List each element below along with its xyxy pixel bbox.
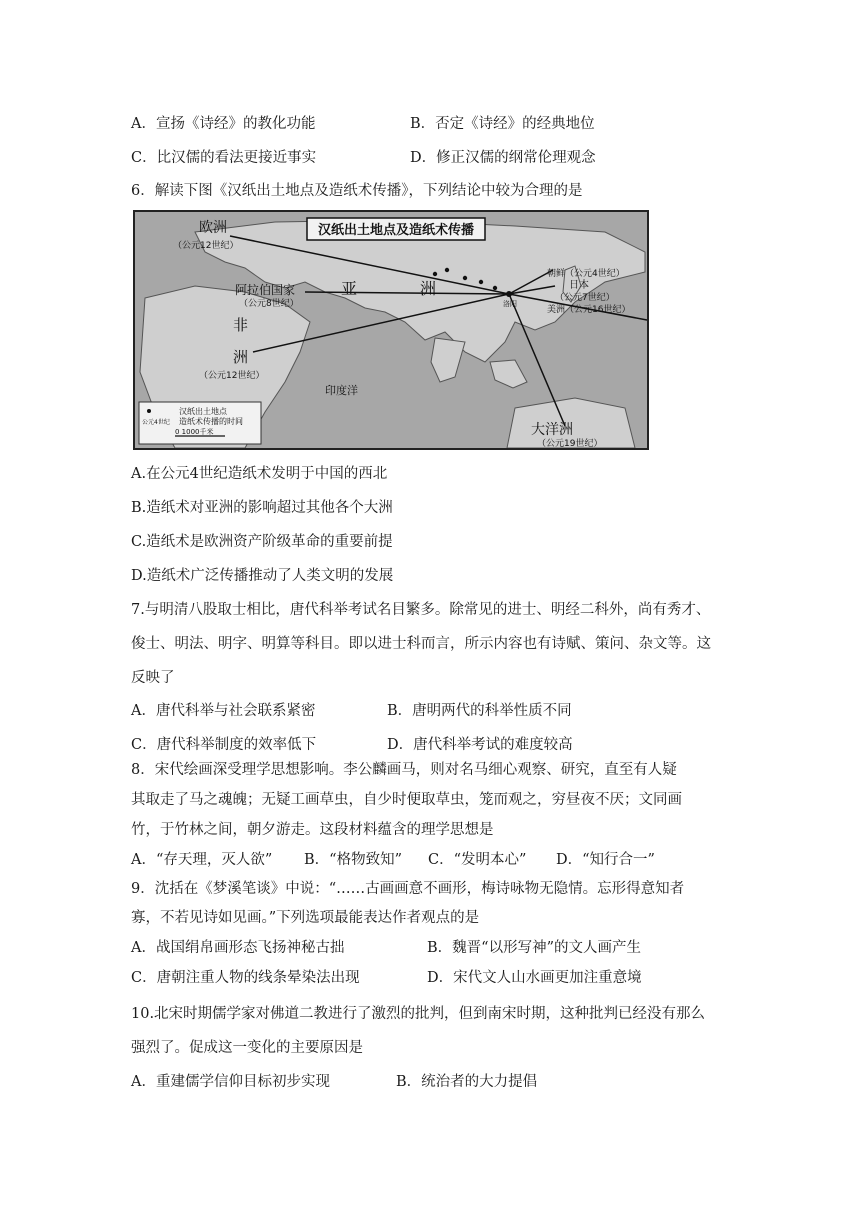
q8-option-b: B．“格物致知”: [304, 852, 402, 868]
asia-label-2: 洲: [420, 279, 437, 298]
oceania-label: 大洋洲: [531, 422, 573, 438]
q6-option-b: B.造纸术对亚洲的影响超过其他各个大洲: [131, 500, 393, 516]
q8-option-d: D．“知行合一”: [556, 852, 655, 868]
q5-option-a: A．宣扬《诗经》的教化功能: [131, 116, 316, 132]
korea-label: 朝鲜（公元4世纪）: [547, 269, 625, 279]
q10-line-1: 10.北宋时期儒学家对佛道二教进行了激烈的批判，但到南宋时期，这种批判已经没有那么: [131, 1006, 706, 1022]
q10-line-2: 强烈了。促成这一变化的主要原因是: [131, 1040, 363, 1056]
q6-stem: 6．解读下图《汉纸出土地点及造纸术传播》，下列结论中较为合理的是: [131, 183, 583, 199]
find-site-dot: [479, 280, 483, 284]
q7-option-c: C．唐代科举制度的效率低下: [131, 737, 317, 753]
q7-line-3: 反映了: [131, 670, 175, 686]
q9-option-d: D．宋代文人山水画更加注重意境: [427, 970, 642, 986]
map-title: 汉纸出土地点及造纸术传播: [317, 223, 475, 238]
legend-site-label: 汉纸出土地点: [179, 407, 227, 416]
legend-scale-label: 0 1000千米: [175, 428, 214, 436]
q8-line-3: 竹，于竹林之间，朝夕游走。这段材料蕴含的理学思想是: [131, 822, 494, 838]
q7-option-d: D．唐代科举考试的难度较高: [387, 737, 573, 753]
asia-label-1: 亚: [341, 279, 358, 298]
q9-line-2: 寡，不若见诗如见画。”下列选项最能表达作者观点的是: [131, 910, 480, 926]
q5-option-d: D．修正汉儒的纲常伦理观念: [410, 150, 596, 166]
q10-option-a: A．重建儒学信仰目标初步实现: [131, 1074, 330, 1090]
paper-spread-map: [133, 210, 649, 450]
japan-label: 日本: [569, 280, 589, 291]
q6-option-d: D.造纸术广泛传播推动了人类文明的发展: [131, 568, 394, 584]
indian-ocean-label: 印度洋: [325, 384, 358, 397]
q8-option-c: C．“发明本心”: [428, 852, 527, 868]
legend-site-dot: [147, 409, 151, 413]
q10-option-b: B．统治者的大力提倡: [396, 1074, 538, 1090]
africa-label-1: 非: [233, 316, 249, 334]
q9-option-a: A．战国绢帛画形态飞扬神秘古拙: [131, 940, 345, 956]
q6-option-c: C.造纸术是欧洲资产阶级革命的重要前提: [131, 534, 393, 550]
europe-label: 欧洲: [199, 220, 227, 236]
q9-option-b: B．魏晋“以形写神”的文人画产生: [427, 940, 641, 956]
q5-option-c: C．比汉儒的看法更接近事实: [131, 150, 317, 166]
q5-option-b: B．否定《诗经》的经典地位: [410, 116, 595, 132]
america-label: 美洲（公元16世纪）: [547, 305, 631, 315]
legend-time-label: 造纸术传播的时间: [179, 417, 243, 426]
oceania-time-label: （公元19世纪）: [537, 439, 603, 448]
map-legend: [139, 402, 261, 444]
legend-time-sample: 公元4世纪: [142, 419, 170, 426]
africa-label-2: 洲: [233, 348, 249, 366]
q7-line-2: 俊士、明法、明字、明算等科目。即以进士科而言，所示内容也有诗赋、策问、杂文等。这: [131, 636, 711, 652]
find-site-dot: [433, 272, 437, 276]
q7-line-1: 7.与明清八股取士相比，唐代科举考试名目繁多。除常见的进士、明经二科外，尚有秀才、: [131, 602, 711, 618]
q8-line-1: 8．宋代绘画深受理学思想影响。李公麟画马，则对名马细心观察、研究，直至有人疑: [131, 762, 677, 778]
japan-time-label: （公元7世纪）: [555, 293, 615, 303]
q8-line-2: 其取走了马之魂魄；无疑工画草虫，自少时便取草虫，笼而观之，穷昼夜不厌；文同画: [131, 792, 682, 808]
arab-label: 阿拉伯国家: [235, 283, 296, 297]
africa-time-label: （公元12世纪）: [199, 371, 265, 381]
luoyang-label: 洛阳: [503, 300, 517, 308]
q9-line-1: 9．沈括在《梦溪笔谈》中说：“……古画画意不画形，梅诗咏物无隐情。忘形得意知者: [131, 881, 685, 897]
q9-option-c: C．唐朝注重人物的线条晕染法出现: [131, 970, 360, 986]
europe-time-label: （公元12世纪）: [173, 241, 239, 251]
luoyang-dot: [506, 291, 512, 297]
find-site-dot: [463, 276, 467, 280]
arab-time-label: （公元8世纪）: [239, 299, 299, 309]
q6-option-a: A.在公元4世纪造纸术发明于中国的西北: [131, 466, 388, 482]
find-site-dot: [445, 268, 449, 272]
q7-option-b: B．唐明两代的科举性质不同: [387, 703, 572, 719]
q8-option-a: A．“存天理，灭人欲”: [131, 852, 273, 868]
find-site-dot: [493, 286, 497, 290]
q7-option-a: A．唐代科举与社会联系紧密: [131, 703, 316, 719]
